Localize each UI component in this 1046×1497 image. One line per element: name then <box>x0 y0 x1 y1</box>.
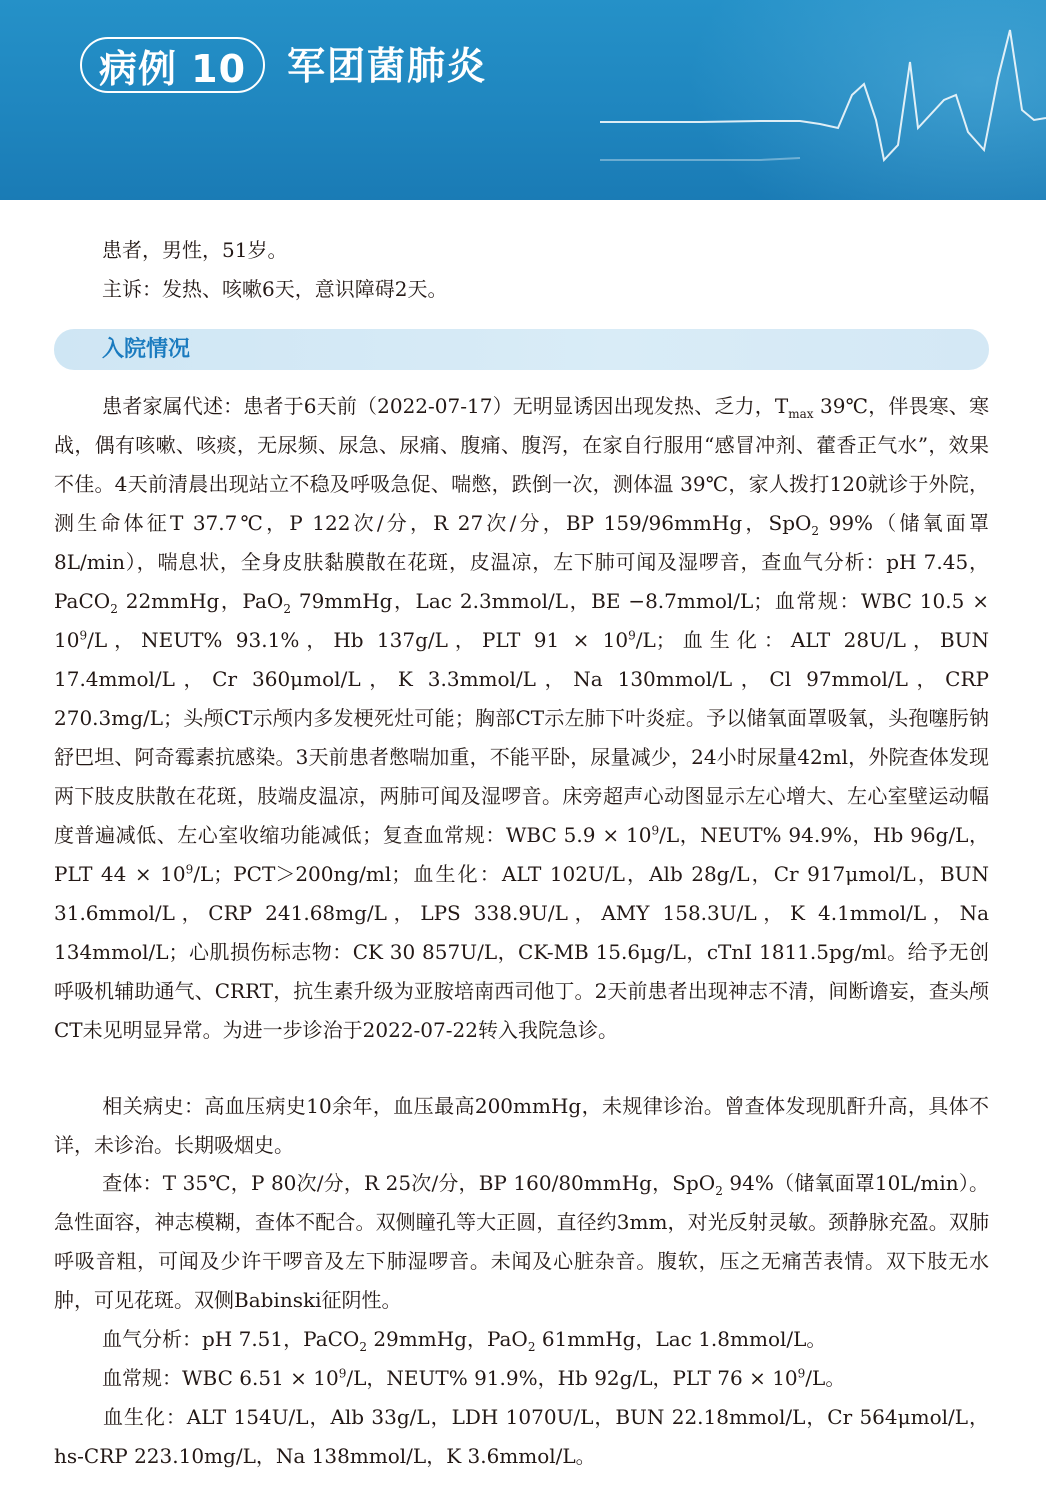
section-header-bar <box>54 329 989 370</box>
blood-gas-paragraph: 血气分析：pH 7.51，PaCO$_2$ 29mmHg，PaO$_2$ 61mmHg，Lac 1.8mmol/L。 <box>102 1327 827 1354</box>
header-banner <box>0 0 1046 200</box>
physical-exam-paragraph: 查体：T 35℃，P 80次/分，R 25次/分，BP 160/80mmHg，SpO$_2$ 94%（储氧面罩10L/min）。急性面容，神志模糊，查体不配合。双侧瞳孔等大正圆，直径约3mm，对光反射灵敏。颈静脉充盈。双肺呼吸音粗，可闻及少许干啰音及左下肺湿啰音。未闻及心脏杂音。腹软，压之无痛苦表情。双下肢无水肿，可见花斑。双侧Babinski征阴性。 <box>54 1171 989 1312</box>
section-title: 入院情况 <box>102 337 191 362</box>
ecg-waveform-icon <box>0 0 1046 200</box>
case-number-badge: 病例 10 <box>80 37 265 93</box>
blood-routine-paragraph: 血常规：WBC $6.51 \times 10^9/L$，NEUT% 91.9%，Hb 92g/L，PLT $76 \times 10^9/L$。 <box>102 1366 846 1390</box>
case-title: 军团菌肺炎 <box>287 44 488 88</box>
chief-complaint: 主诉：发热、咳嗽6天，意识障碍2天。 <box>102 277 448 301</box>
present-history-paragraph: 患者家属代述：患者于6天前（2022-07-17）无明显诱因出现发热、乏力，$T_{max}$ 39℃，伴畏寒、寒战，偶有咳嗽、咳痰，无尿频、尿急、尿痛、腹痛、腹泻，在家自行服用“感冒冲剂、藿香正气水”，效果不佳。4天前清晨出现站立不稳及呼吸急促、喘憋，跌倒一次，测体温 39℃，家人拨打120就诊于外院，测生命体征T 37.7℃，P 122次/分，R 27次/分，BP 159/96mmHg，SpO$_2$ 99%（储氧面罩8L/min），喘息状，全身皮肤黏膜散在花斑，皮温凉，左下肺可闻及湿啰音，查血气分析：pH 7.45，PaCO$_2$ 22mmHg，PaO$_2$ 79mmHg，Lac 2.3mmol/L，BE −8.7mmol/L；血常规：WBC $10.5 \times 10^9/L$，NEUT% 93.1%，Hb 137g/L，PLT $91 \times 10^9/L$；血生化：ALT 28U/L，BUN 17.4mmol/L，Cr 360μmol/L，K 3.3mmol/L，Na 130mmol/L，Cl 97mmol/L，CRP 270.3mg/L；头颅CT示颅内多发梗死灶可能；胸部CT示左肺下叶炎症。予以储氧面罩吸氧，头孢噻肟钠舒巴坦、阿奇霉素抗感染。3天前患者憋喘加重，不能平卧，尿量减少，24小时尿量42ml，外院查体发现两下肢皮肤散在花斑，肢端皮温凉，两肺可闻及湿啰音。床旁超声心动图显示左心增大、左心室壁运动幅度普遍减低、左心室收缩功能减低；复查血常规：WBC $5.9 \times 10^9/L$，NEUT% 94.9%，Hb 96g/L，PLT $44 \times 10^9/L$；PCT＞200ng/ml；血生化：ALT 102U/L，Alb 28g/L，Cr 917μmol/L，BUN 31.6mmol/L，CRP 241.68mg/L，LPS 338.9U/L，AMY 158.3U/L，K 4.1mmol/L，Na 134mmol/L；心肌损伤标志物：CK 30 857U/L，CK-MB 15.6μg/L，cTnI 1811.5pg/ml。给予无创呼吸机辅助通气、CRRT，抗生素升级为亚胺培南西司他丁。2天前患者出现神志不清，间断谵妄，查头颅CT未见明显异常。为进一步诊治于2022-07-22转入我院急诊。 <box>54 394 990 1042</box>
patient-info: 患者，男性，51岁。 <box>102 238 288 262</box>
past-history-paragraph: 相关病史：高血压病史10余年，血压最高200mmHg，未规律诊治。曾查体发现肌酐升高，具体不详，未诊治。长期吸烟史。 <box>54 1094 989 1157</box>
biochemistry-paragraph: 血生化：ALT 154U/L，Alb 33g/L，LDH 1070U/L，BUN 22.18mmol/L，Cr 564μmol/L，hs-CRP 223.10mg/L，Na 138mmol/L，K 3.6mmol/L。 <box>54 1405 989 1468</box>
